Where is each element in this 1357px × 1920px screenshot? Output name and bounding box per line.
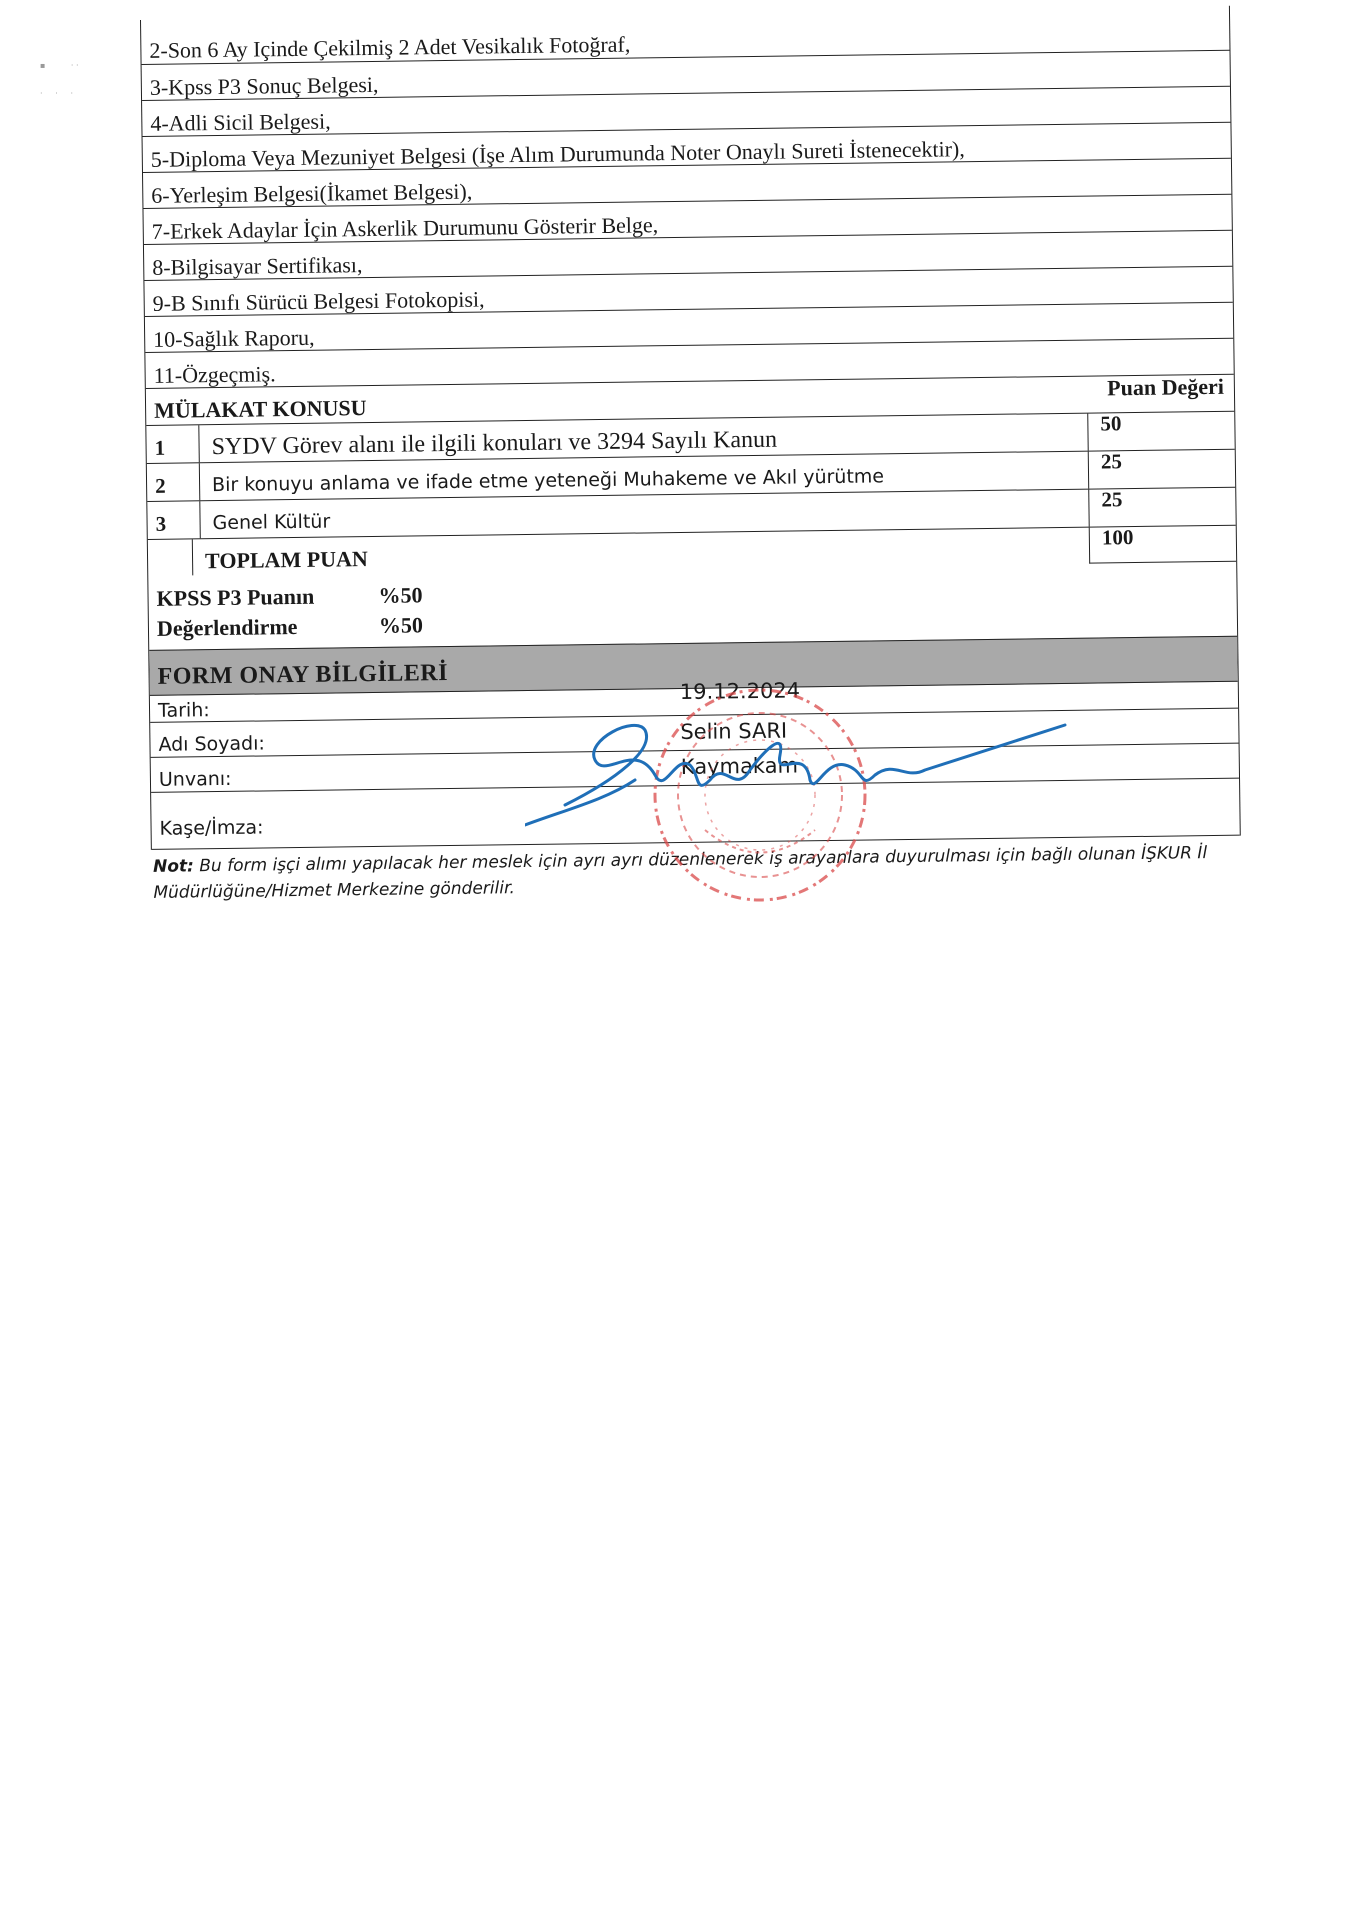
kpss-label: KPSS P3 Puanın — [156, 583, 315, 611]
weights-block — [148, 562, 1237, 650]
row-number: 2 — [147, 463, 200, 501]
requirement-item: 9-B Sınıfı Sürücü Belgesi Fotokopisi, — [144, 267, 1232, 317]
score-column-header: Puan Değeri — [1107, 373, 1225, 401]
kpss-value: %50 — [378, 582, 423, 608]
stamp-label: Kaşe/İmza: — [159, 816, 264, 840]
interview-subject: Bir konuyu anlama ve ifade etme yeteneği Muhakeme ve Akıl yürütme — [211, 465, 885, 497]
name-label: Adı Soyadı: — [158, 732, 265, 756]
signature-icon — [525, 720, 1085, 830]
interview-score: 50 — [1087, 412, 1234, 451]
interview-subject: SYDV Görev alanı ile ilgili konuları ve 3294 Sayılı Kanun — [211, 426, 778, 461]
interview-title: MÜLAKAT KONUSU — [153, 395, 367, 423]
requirement-item: 5-Diploma Veya Mezuniyet Belgesi (İşe Alım Durumunda Noter Onaylı Sureti İstenecektir), — [143, 123, 1231, 173]
scan-artifacts: ▪ · · · · · — [40, 61, 79, 98]
date-value: 19.12.2024 — [679, 678, 801, 704]
requirement-item: 3-Kpss P3 Sonuç Belgesi, — [142, 51, 1230, 101]
note-text: Bu form işçi alımı yapılacak her meslek için ayrı ayrı düzenlenerek iş arayanlara duyurulması için bağlı olunan İŞKUR İl Müdürlüğüne/Hizmet Merkezine gönderilir. — [153, 843, 1208, 903]
date-label: Tarih: — [157, 699, 210, 722]
requirement-item: 7-Erkek Adaylar İçin Askerlik Durumunu Gösterir Belge, — [143, 195, 1231, 245]
total-score: 100 — [1089, 526, 1236, 564]
requirement-item: 4-Adli Sicil Belgesi, — [142, 87, 1230, 137]
total-label: TOPLAM PUAN — [204, 546, 368, 574]
interview-subject: Genel Kültür — [212, 510, 331, 535]
title-value: Kaymakam — [680, 753, 799, 779]
eval-value: %50 — [378, 612, 424, 638]
requirement-item: 2-Son 6 Ay Içinde Çekilmiş 2 Adet Vesikalık Fotoğraf, — [141, 6, 1229, 65]
total-row-spacer — [148, 539, 193, 576]
requirement-item: 11-Özgeçmiş. — [153, 361, 276, 388]
interview-score: 25 — [1088, 450, 1235, 489]
form-approval-header: FORM ONAY BİLGİLERİ — [149, 636, 1238, 696]
eval-label: Değerlendirme — [156, 613, 298, 641]
row-number: 1 — [146, 425, 199, 463]
requirement-item: 6-Yerleşim Belgesi(İkamet Belgesi), — [143, 159, 1231, 209]
note-prefix: Not: — [152, 856, 195, 877]
name-value: Selin SARI — [680, 718, 788, 744]
requirement-item: 10-Sağlık Raporu, — [145, 303, 1233, 353]
requirement-item: 8-Bilgisayar Sertifikası, — [144, 231, 1232, 281]
title-label: Unvanı: — [158, 767, 232, 791]
row-number: 3 — [147, 501, 200, 539]
interview-score: 25 — [1088, 488, 1235, 527]
